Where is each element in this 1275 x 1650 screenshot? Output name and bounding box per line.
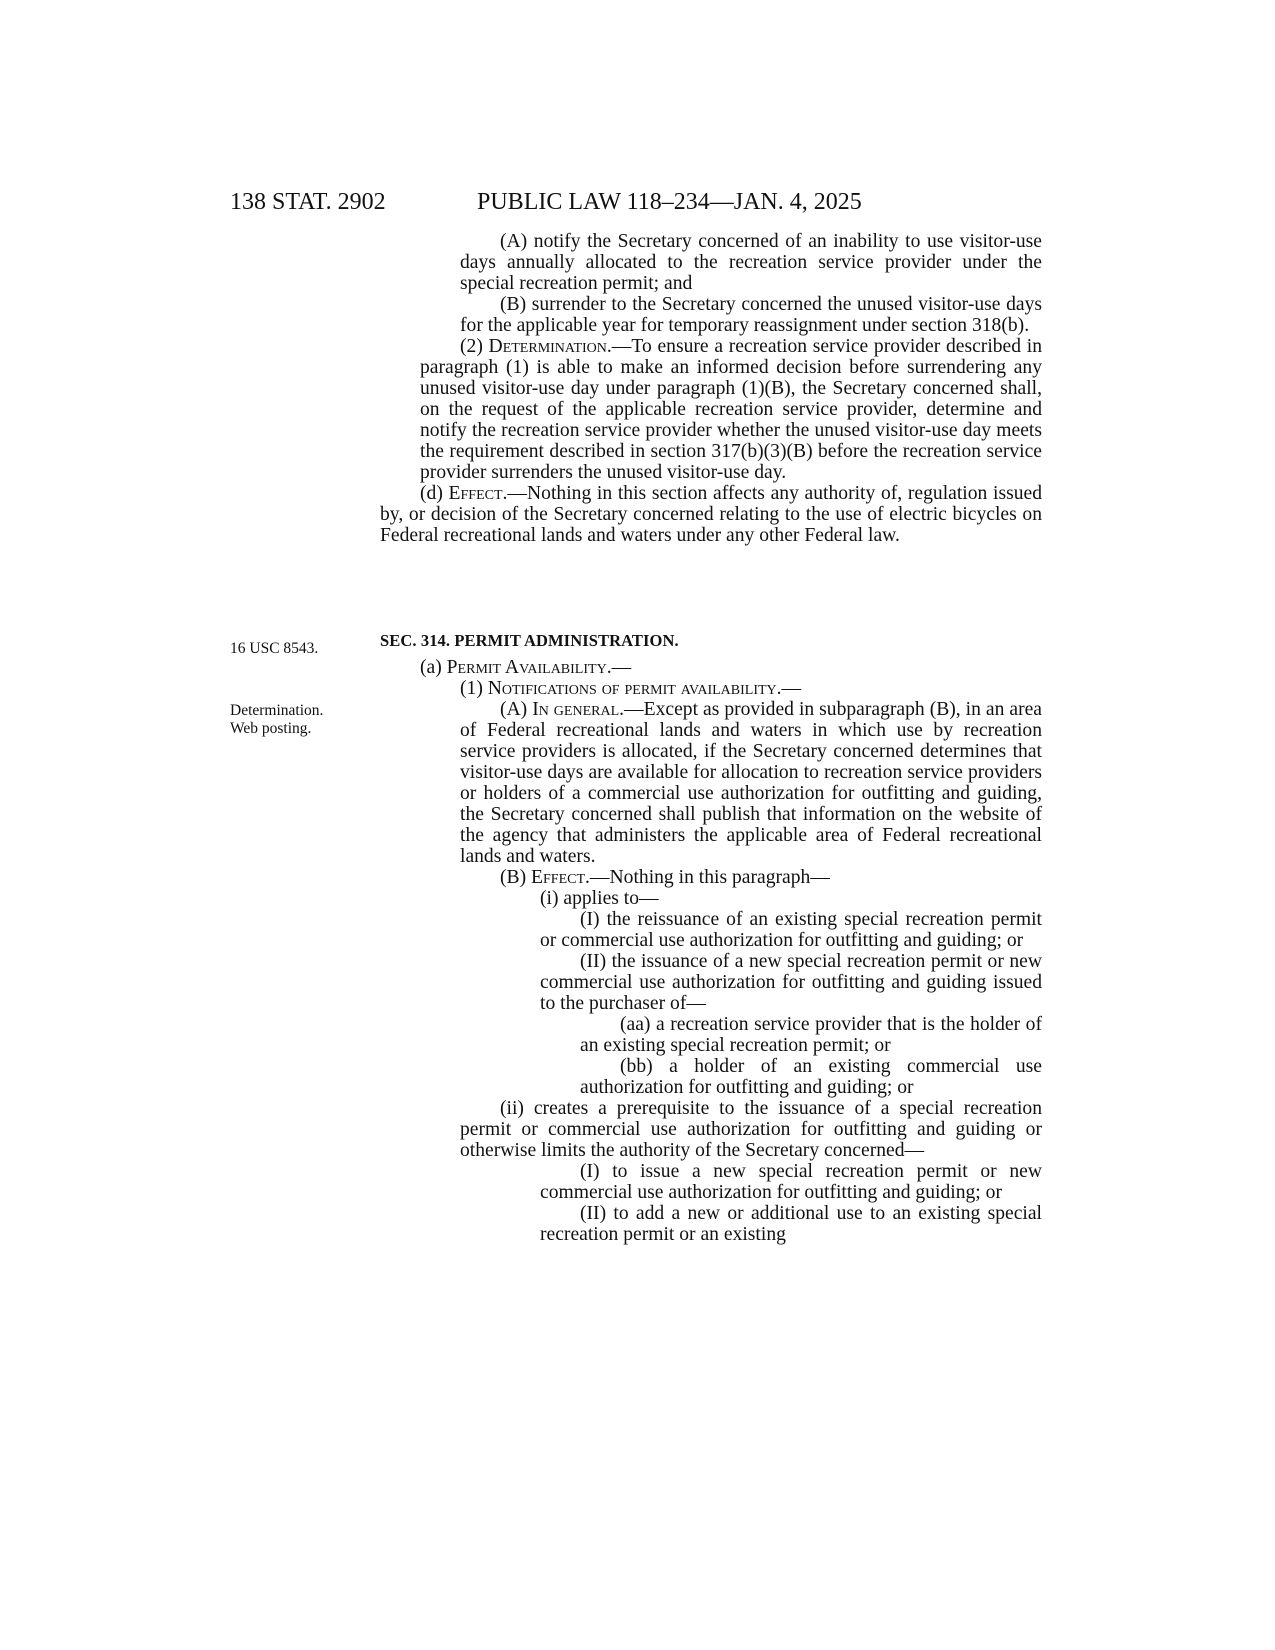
margin-note-determination: Determination. [230,702,324,719]
page-citation: 138 STAT. 2902 [230,189,386,215]
margin-note-web-posting: Web posting. [230,720,312,737]
paragraph-1-notifications: (1) Notifications of permit availability.— [460,678,802,699]
margin-note-usc: 16 USC 8543. [230,640,319,657]
subclause-II-add: (II) to add a new or additional use to an existing special recreation permit or an existing [540,1203,1042,1245]
body-text-lower [380,630,1042,1245]
clause-ii-creates: (ii) creates a prerequisite to the issuance of a special recreation permit or commercial use authorization for outfitting and guiding or otherwise limits the authority of the Secretary concerned— [460,1098,1042,1161]
page-title: PUBLIC LAW 118–234—JAN. 4, 2025 [477,189,862,215]
subclause-I-reissuance: (I) the reissuance of an existing special recreation permit or commercial use authorization for outfitting and guiding; or [540,909,1042,951]
paragraph-A-in-general: (A) In general.—Except as provided in subparagraph (B), in an area of Federal recreational lands and waters in which use by recreation service providers is allocated, if the Secretary concerned determines that visitor-use days are available for allocation to recreation service providers or holders of a commercial use authorization for outfitting and guiding, the Secretary concerned shall publish that information on the website of the agency that administers the applicable area of Federal recreational lands and waters. [460,699,1042,867]
item-bb: (bb) a holder of an existing commercial use authorization for outfitting and guiding; or [580,1056,1042,1098]
paragraph-2-determination: (2) Determination.—To ensure a recreation service provider described in paragraph (1) is able to make an informed decision before surrendering any unused visitor-use day under paragraph (1)(B), the Secretary concerned shall, on the request of the applicable recreation service provider, determine and notify the recreation service provider whether the unused visitor-use day meets the requirement described in section 317(b)(3)(B) before the recreation service provider surrenders the unused visitor-use day. [420,336,1042,483]
subclause-II-issuance: (II) the issuance of a new special recreation permit or new commercial use authorization for outfitting and guiding issued to the purchaser of— [540,951,1042,1014]
item-aa: (aa) a recreation service provider that is the holder of an existing special recreation permit; or [580,1014,1042,1056]
paragraph-A-notify: (A) notify the Secretary concerned of an inability to use visitor-use days annually allocated to the recreation service provider under the special recreation permit; and [460,231,1042,294]
body-text-upper [380,231,1042,546]
paragraph-a-permit-availability: (a) Permit Availability.— [420,657,632,678]
clause-i-applies: (i) applies to— [540,888,659,909]
subclause-I-issue: (I) to issue a new special recreation permit or new commercial use authorization for outfitting and guiding; or [540,1161,1042,1203]
paragraph-B-surrender: (B) surrender to the Secretary concerned the unused visitor-use days for the applicable year for temporary reassignment under section 318(b). [460,294,1042,336]
paragraph-d-effect: (d) Effect.—Nothing in this section affects any authority of, regulation issued by, or decision of the Secretary concerned relating to the use of electric bicycles on Federal recreational lands and waters under any other Federal law. [380,483,1042,546]
paragraph-B-effect: (B) Effect.—Nothing in this paragraph— [500,867,830,888]
section-heading: SEC. 314. PERMIT ADMINISTRATION. [380,631,679,650]
